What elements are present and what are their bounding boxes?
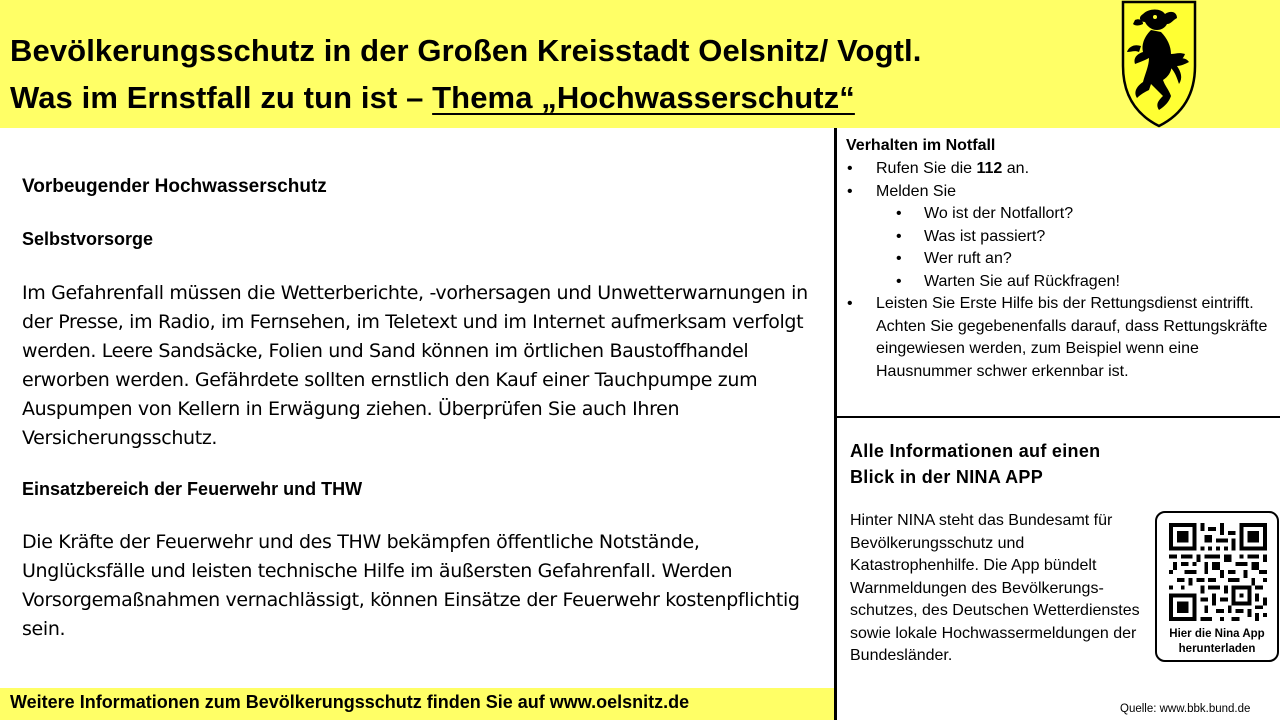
qr-label-line2: herunterladen bbox=[1178, 643, 1256, 655]
nina-title bbox=[850, 438, 1100, 490]
list-item-first-aid: • Leisten Sie Erste Hilfe bis der Rettungsdienst eintrifft. Achten Sie gegebenenfalls darauf, dass Rettungskräfte eingewiesen werden, zum Beispiel wenn eine Hausnummer schwer erkennbar ist. bbox=[846, 293, 1276, 383]
qr-download-label bbox=[1157, 627, 1277, 657]
call-prefix: Rufen Sie die bbox=[876, 160, 977, 177]
list-item-question: • Was ist passiert? bbox=[846, 226, 1276, 249]
list-item-question: • Wo ist der Notfallort? bbox=[846, 203, 1276, 226]
nina-description: Hinter NINA steht das Bundesamt für Bevölkerungsschutz und Katastrophenhilfe. Die App bündelt Warnmeldungen des Bevölkerungs-schutzes, des Deutschen Wetterdienstes sowie lokale Hochwassermeldungen der Bundesländer. bbox=[850, 512, 1140, 664]
subheading-fire-thw: Einsatzbereich der Feuerwehr und THW bbox=[22, 479, 363, 499]
page-title-topic: Thema „Hochwasserschutz“ bbox=[432, 80, 855, 115]
list-item-question: • Warten Sie auf Rückfragen! bbox=[846, 271, 1276, 294]
list-item-question: • Wer ruft an? bbox=[846, 248, 1276, 271]
list-item-call bbox=[846, 158, 1276, 181]
coat-of-arms-lion-icon bbox=[1121, 0, 1197, 128]
nina-download-box[interactable] bbox=[1155, 511, 1279, 662]
page-title-line1: Bevölkerungsschutz in der Großen Kreisstadt Oelsnitz/ Vogtl. bbox=[10, 33, 922, 68]
subheading-self-provision: Selbstvorsorge bbox=[22, 229, 154, 249]
header-banner bbox=[0, 0, 1280, 128]
call-suffix: an. bbox=[1002, 160, 1030, 177]
qr-code-icon[interactable] bbox=[1169, 523, 1267, 621]
source-credit: Quelle: www.bbk.bund.de bbox=[1120, 703, 1251, 715]
nina-title-line2: Blick in der NINA APP bbox=[850, 467, 1044, 487]
qr-label-line1: Hier die Nina App bbox=[1169, 628, 1265, 640]
footer-banner bbox=[0, 688, 834, 720]
emergency-panel bbox=[846, 136, 1276, 383]
horizontal-divider bbox=[836, 416, 1280, 418]
nina-title-line1: Alle Informationen auf einen bbox=[850, 441, 1101, 461]
section-heading-prevention: Vorbeugender Hochwasserschutz bbox=[22, 176, 327, 197]
emergency-list bbox=[846, 158, 1276, 383]
emergency-title: Verhalten im Notfall bbox=[846, 137, 996, 154]
paragraph-self-provision: Im Gefahrenfall müssen die Wetterberichte, -vorhersagen und Unwetterwarnungen in der Presse, im Radio, im Fernsehen, im Teletext und im Internet aufmerksam verfolgt werden. Leere Sandsäcke, Folien und Sand können im örtlichen Baustoffhandel erworben werden. Gefährdete sollten ernstlich den Kauf einer Tauchpumpe zum Auspumpen von Kellern in Erwägung ziehen. Überprüfen Sie auch Ihren Versicherungsschutz. bbox=[22, 282, 808, 449]
page-title-line2 bbox=[10, 80, 855, 116]
paragraph-fire-thw: Die Kräfte der Feuerwehr und des THW bekämpfen öffentliche Notstände, Unglücksfälle und leisten technische Hilfe im äußersten Gefahrenfall. Werden Vorsorgemaßnahmen vernachlässigt, können Einsätze der Feuerwehr kostenpflichtig sein. bbox=[22, 531, 800, 640]
list-item-report: • Melden Sie bbox=[846, 181, 1276, 204]
vertical-divider bbox=[834, 128, 837, 720]
page-title-plain: Was im Ernstfall zu tun ist – bbox=[10, 80, 433, 115]
footer-info-text: Weitere Informationen zum Bevölkerungsschutz finden Sie auf www.oelsnitz.de bbox=[10, 692, 690, 712]
emergency-number: 112 bbox=[976, 160, 1003, 177]
